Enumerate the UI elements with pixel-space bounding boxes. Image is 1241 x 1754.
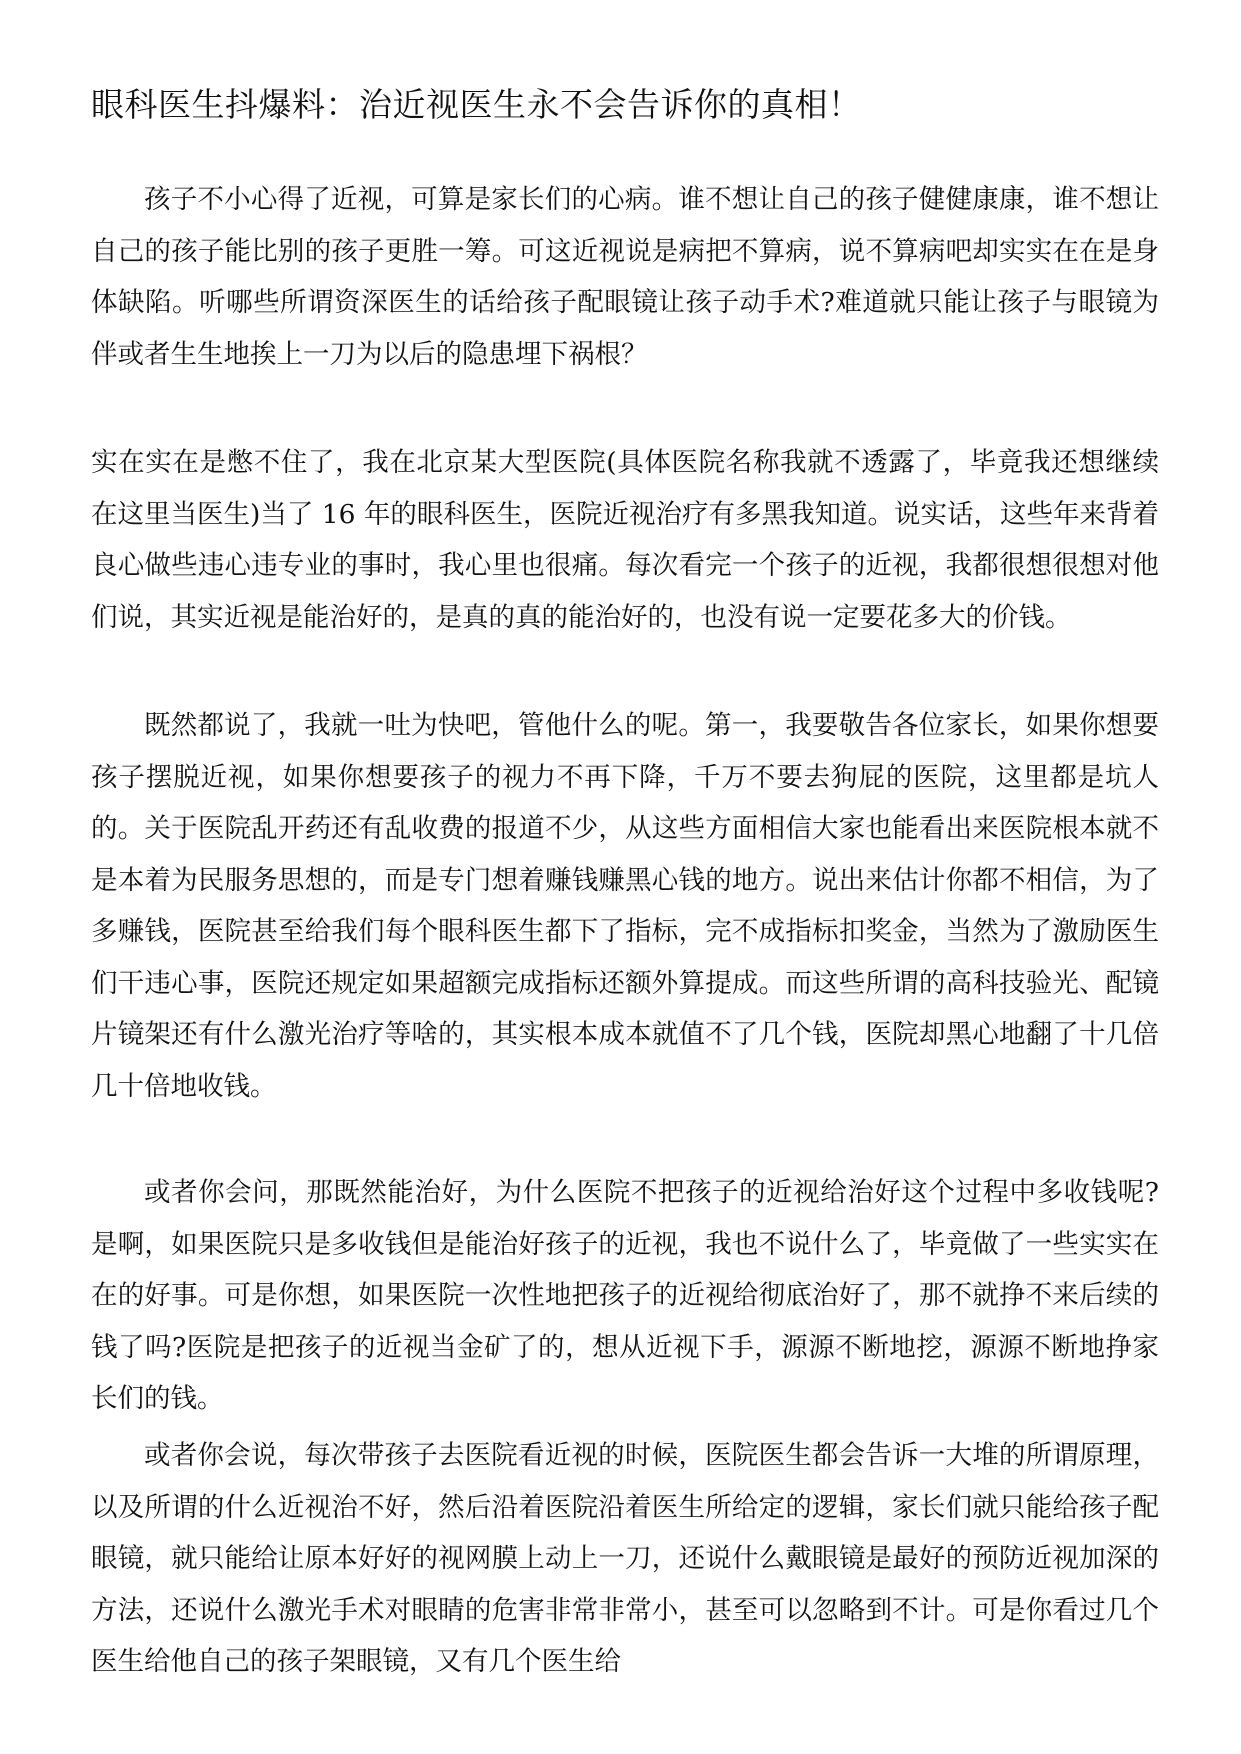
paragraph-5: 或者你会说，每次带孩子去医院看近视的时候，医院医生都会告诉一大堆的所谓原理，以及所谓的什么近视治不好，然后沿着医院沿着医生所给定的逻辑，家长们就只能给孩子配眼镜，就只能给让原本好好的视网膜上动上一刀，还说什么戴眼镜是最好的预防近视加深的方法，还说什么激光手术对眼睛的危害非常非常小，甚至可以忽略到不计。可是你看过几个医生给他自己的孩子架眼镜，又有几个医生给	[91, 1440, 1159, 1677]
document-page	[91, 0, 1159, 1754]
paragraph-3: 既然都说了，我就一吐为快吧，管他什么的呢。第一，我要敬告各位家长，如果你想要孩子摆脱近视，如果你想要孩子的视力不再下降，千万不要去狗屁的医院，这里都是坑人的。关于医院乱开药还有乱收费的报道不少，从这些方面相信大家也能看出来医院根本就不是本着为民服务思想的，而是专门想着赚钱赚黑心钱的地方。说出来估计你都不相信，为了多赚钱，医院甚至给我们每个眼科医生都下了指标，完不成指标扣奖金，当然为了激励医生们干违心事，医院还规定如果超额完成指标还额外算提成。而这些所谓的高科技验光、配镜片镜架还有什么激光治疗等啥的，其实根本成本就值不了几个钱，医院却黑心地翻了十几倍几十倍地收钱。	[91, 710, 1159, 1102]
paragraph-4: 或者你会问，那既然能治好，为什么医院不把孩子的近视给治好这个过程中多收钱呢?是啊，如果医院只是多收钱但是能治好孩子的近视，我也不说什么了，毕竟做了一些实实在在的好事。可是你想，如果医院一次性地把孩子的近视给彻底治好了，那不就挣不来后续的钱了吗?医院是把孩子的近视当金矿了的，想从近视下手，源源不断地挖，源源不断地挣家长们的钱。	[91, 1177, 1159, 1414]
paragraph-2: 实在实在是憋不住了，我在北京某大型医院(具体医院名称我就不透露了，毕竟我还想继续在这里当医生)当了 16 年的眼科医生，医院近视治疗有多黑我知道。说实话，这些年来背着良心做些违心违专业的事时，我心里也很痛。每次看完一个孩子的近视，我都很想很想对他们说，其实近视是能治好的，是真的真的能治好的，也没有说一定要花多大的价钱。	[91, 447, 1159, 633]
paragraph-1: 孩子不小心得了近视，可算是家长们的心病。谁不想让自己的孩子健健康康，谁不想让自己的孩子能比别的孩子更胜一筹。可这近视说是病把不算病，说不算病吧却实实在在是身体缺陷。听哪些所谓资深医生的话给孩子配眼镜让孩子动手术?难道就只能让孩子与眼镜为伴或者生生地挨上一刀为以后的隐患埋下祸根？	[91, 184, 1159, 370]
article-title: 眼科医生抖爆料：治近视医生永不会告诉你的真相！	[91, 85, 862, 124]
